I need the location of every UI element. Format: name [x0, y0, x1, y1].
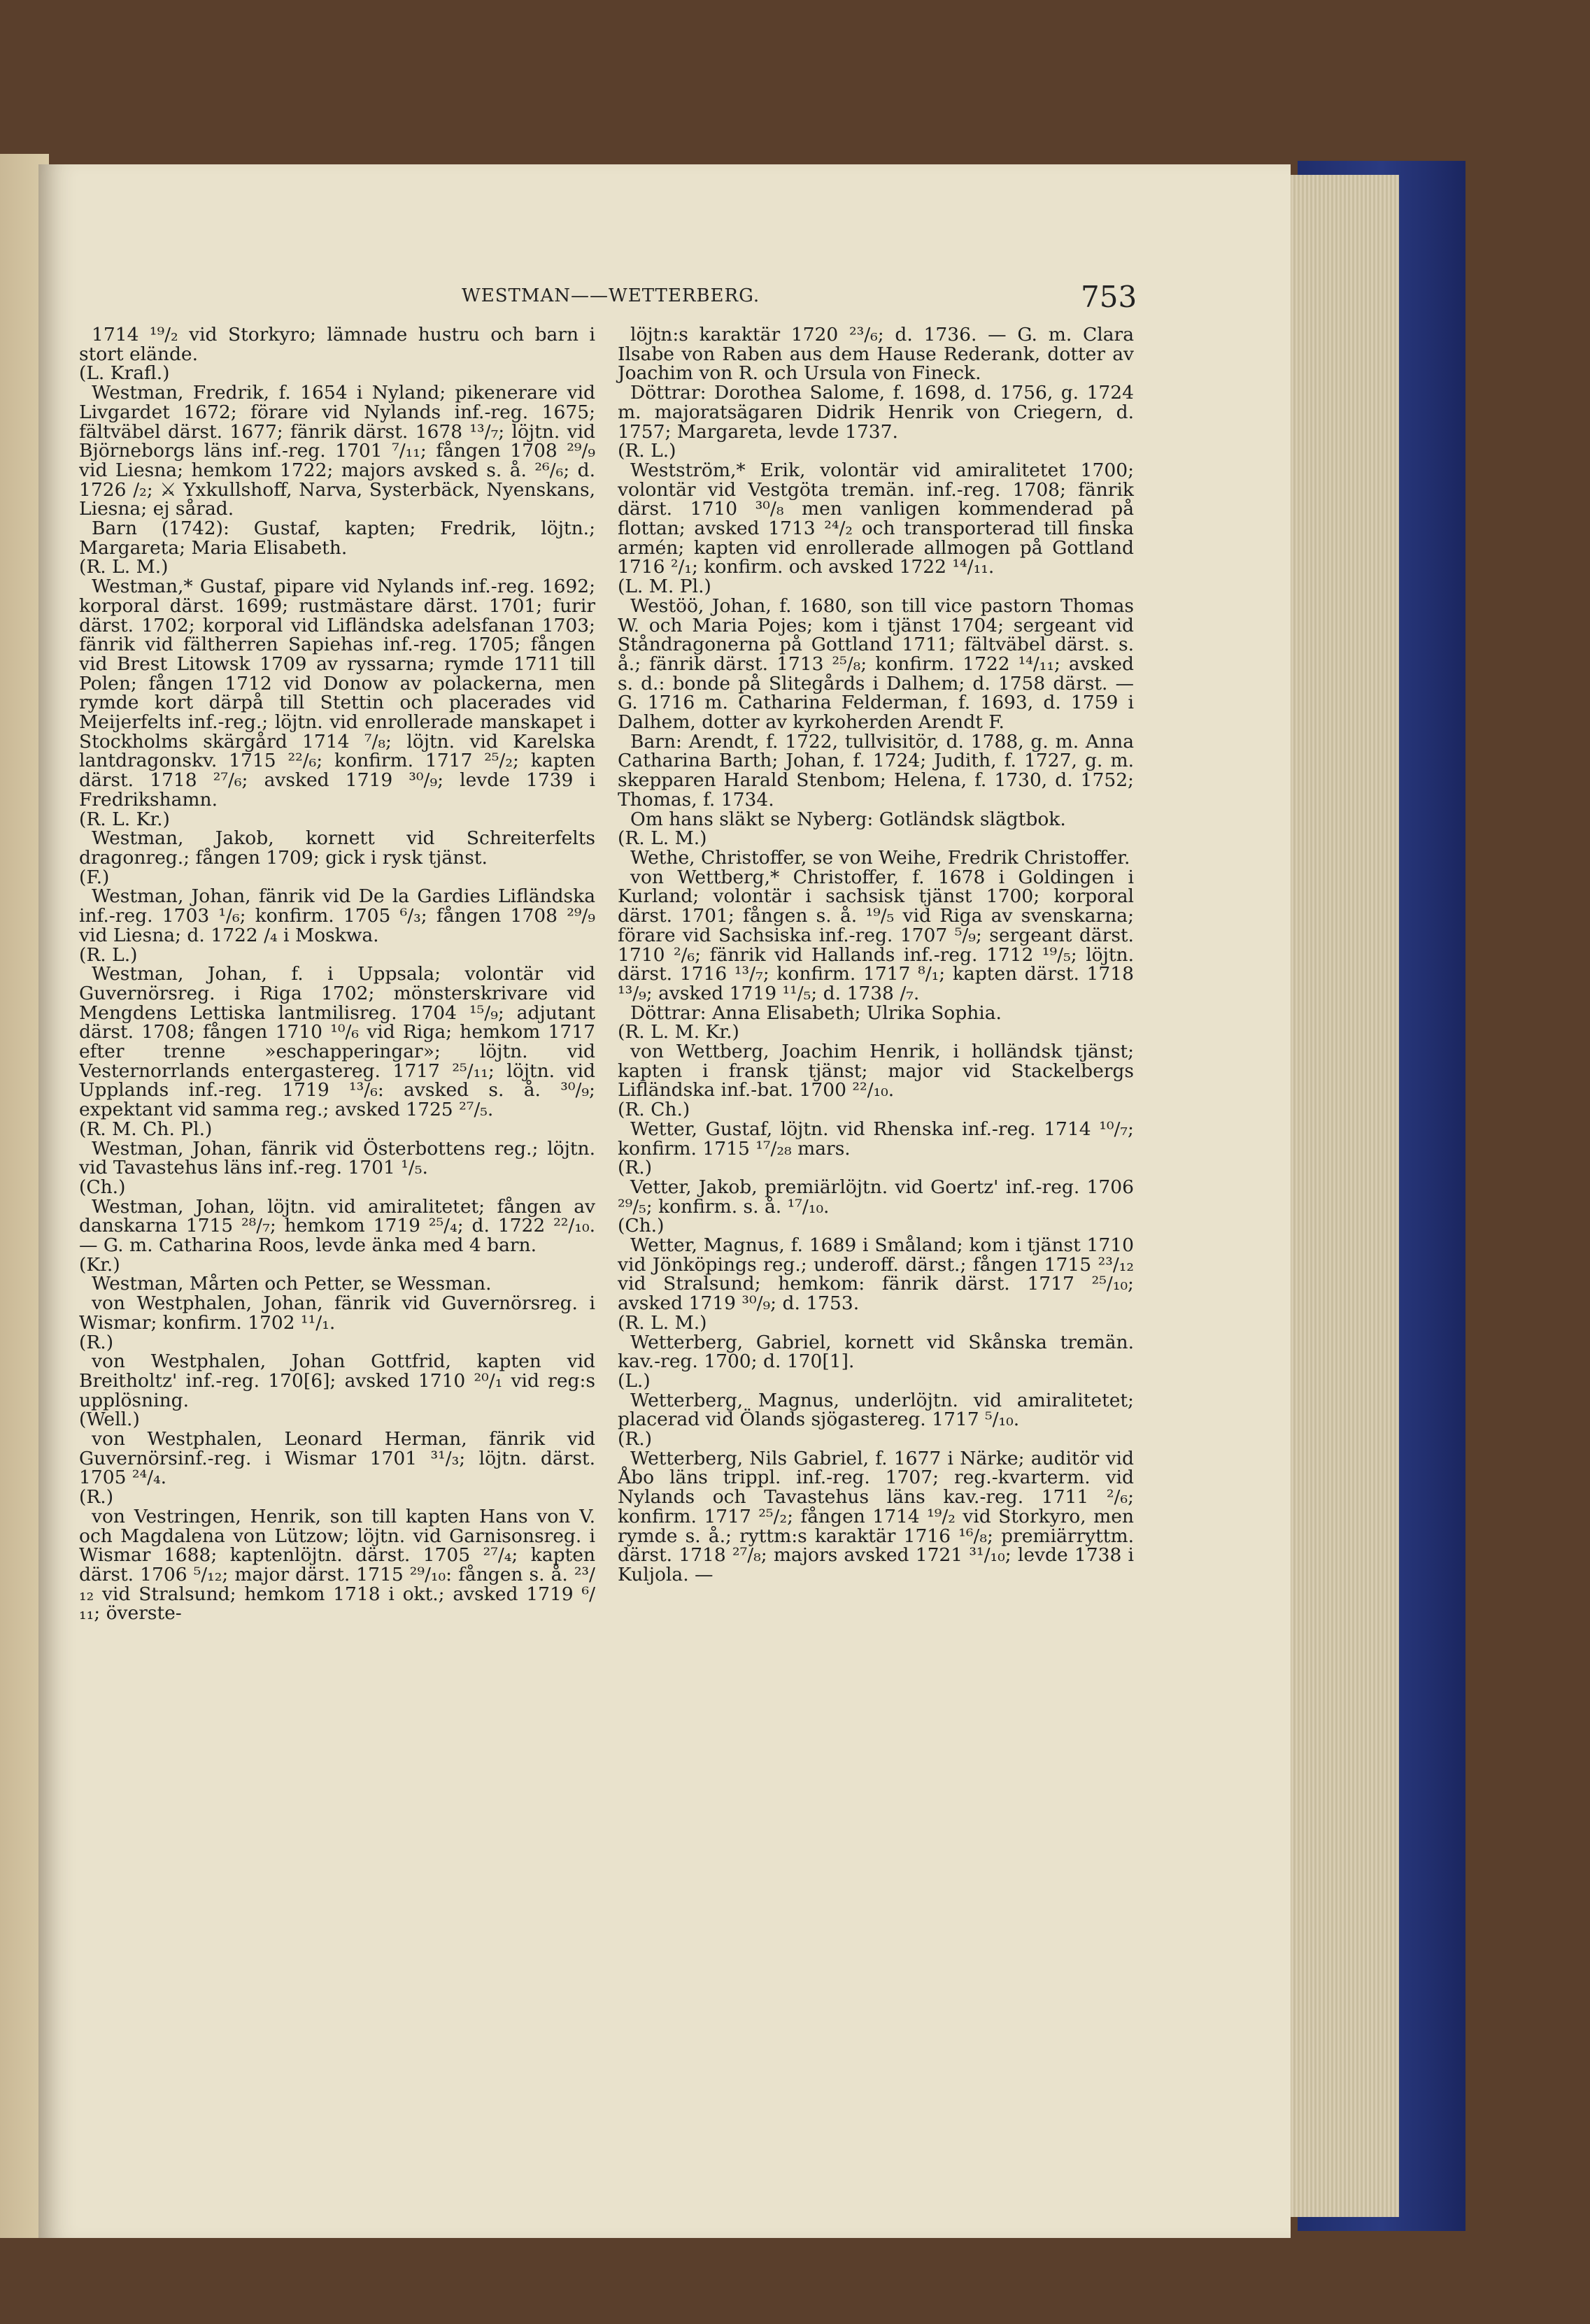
entry-paragraph: (Ch.) — [618, 1215, 665, 1237]
entry-paragraph: (L.) — [618, 1369, 651, 1392]
entry-paragraph: Döttrar: Dorothea Salome, f. 1698, d. 1756, g. 1724 m. majoratsägaren Didrik Henrik von Criegern, d. 1757; Margareta, levde 1737. — [618, 382, 1134, 443]
entry-paragraph: (R. L.) — [79, 943, 138, 966]
entry-paragraph: von Westphalen, Johan Gottfrid, kapten vid Breitholtz' inf.-reg. 170[6]; avsked 1710 ²⁰/₁ vid reg:s upplösning. — [79, 1350, 595, 1411]
entry-paragraph: (L. Krafl.) — [79, 362, 170, 385]
entry-paragraph: Barn (1742): Gustaf, kapten; Fredrik, löjtn.; Margareta; Maria Elisabeth. — [79, 518, 595, 559]
entry-paragraph: (R. L. M.) — [618, 827, 707, 850]
entry-paragraph: Wetterberg, Nils Gabriel, f. 1677 i Närke; auditör vid Åbo läns trippl. inf.-reg. 1707; reg.-kvarterm. vid Nylands och Tavastehus läns kav.-reg. 1711 ²/₆; konfirm. 1717 ²⁵/₂; fången 1714 ¹⁹/₂ vid Storkyro, men rymde s. å.; ryttm:s karaktär 1716 ¹⁶/₈; premiärryttm. därst. 1718 ²⁷/₈; majors avsked 1721 ³¹/₁₀; levde 1738 i Kuljola. — — [618, 1447, 1134, 1585]
entry-paragraph: Westman, Johan, fänrik vid Österbottens reg.; löjtn. vid Tavastehus läns inf.-reg. 1701 ¹/₅. — [79, 1137, 595, 1179]
entry-paragraph: Westman, Jakob, kornett vid Schreiterfelts dragonreg.; fången 1709; gick i rysk tjänst. — [79, 827, 595, 869]
entry-paragraph: von Wettberg,* Christoffer, f. 1678 i Goldingen i Kurland; volontär i sachsisk tjänst 1700; korporal därst. 1701; fången s. å. ¹⁹/₅ vid Riga av svenskarna; förare vid Sachsiska inf.-reg. 1707 ⁵/₉; sergeant därst. 1710 ²/₆; fänrik vid Hallands inf.-reg. 1712 ¹⁹/₅; löjtn. därst. 1716 ¹³/₇; konfirm. 1717 ⁸/₁; kapten därst. 1718 ¹³/₉; avsked 1719 ¹¹/₅; d. 1738 /₇. — [618, 866, 1134, 1004]
entry-paragraph: Westman, Mårten och Petter, se Wessman. — [92, 1273, 492, 1295]
entry-paragraph: (R. Ch.) — [618, 1099, 690, 1121]
book-page — [38, 164, 1291, 2238]
entry-paragraph: von Vestringen, Henrik, son till kapten Hans von V. och Magdalena von Lützow; löjtn. vid Garnisonsreg. i Wismar 1688; kaptenlöjtn. därst. 1705 ²⁷/₄; kapten därst. 1706 ⁵/₁₂; major därst. 1715 ²⁹/₁₀: fången s. å. ²³/₁₂ vid Stralsund; hemkom 1718 i okt.; avsked 1719 ⁶/₁₁; överste- — [79, 1505, 595, 1625]
entry-paragraph: Westman, Johan, f. i Uppsala; volontär vid Guvernörsreg. i Riga 1702; mönsterskrivare vid Mengdens Lettiska lantmilisreg. 1704 ¹⁵/₉; adjutant därst. 1708; fången 1710 ¹⁰/₆ vid Riga; hemkom 1717 efter trenne »eschapperingar»; löjtn. vid Vesternorrlands entergastereg. 1717 ²⁵/₁₁; löjtn. vid Upplands inf.-reg. 1719 ¹³/₆: avsked s. å. ³⁰/₉; expektant vid samma reg.; avsked 1725 ²⁷/₅. — [79, 963, 595, 1121]
entry-paragraph: (R. L. M.) — [79, 556, 169, 578]
entry-paragraph: Wethe, Christoffer, se von Weihe, Fredrik Christoffer. — [630, 846, 1130, 869]
entry-paragraph: (F.) — [79, 866, 110, 888]
entry-paragraph: (R.) — [79, 1486, 114, 1509]
entry-paragraph: (R.) — [618, 1428, 653, 1450]
entry-paragraph: von Westphalen, Leonard Herman, fänrik vid Guvernörsinf.-reg. i Wismar 1701 ³¹/₃; löjtn. därst. 1705 ²⁴/₄. — [79, 1428, 595, 1489]
entry-paragraph: 1714 ¹⁹/₂ vid Storkyro; lämnade hustru och barn i stort elände. — [79, 324, 595, 365]
entry-paragraph: löjtn:s karaktär 1720 ²³/₆; d. 1736. — G. m. Clara Ilsabe von Raben aus dem Hause Rederank, dotter av Joachim von R. och Ursula von Fineck. — [618, 324, 1134, 385]
entry-paragraph: Westman, Johan, fänrik vid De la Gardies Lifländska inf.-reg. 1703 ¹/₆; konfirm. 1705 ⁶/₃; fången 1708 ²⁹/₉ vid Liesna; d. 1722 /₄ i Moskwa. — [79, 885, 595, 946]
right-column — [618, 325, 1134, 1585]
page-number: 753 — [1081, 280, 1137, 314]
page-header — [38, 280, 1291, 322]
entry-paragraph: Wetterberg, Magnus, underlöjtn. vid amiralitetet; placerad vid Ölands sjögastereg. 1717 ⁵/₁₀. — [618, 1389, 1134, 1431]
entry-paragraph: (R. M. Ch. Pl.) — [79, 1118, 213, 1140]
entry-paragraph: Wetterberg, Gabriel, kornett vid Skånska tremän. kav.-reg. 1700; d. 170[1]. — [618, 1331, 1134, 1373]
left-column — [79, 325, 595, 1623]
entry-paragraph: Westman,* Gustaf, pipare vid Nylands inf.-reg. 1692; korporal därst. 1699; rustmästare därst. 1701; furir därst. 1702; korporal vid Lifländska adelsfanan 1703; fänrik vid fältherren Sapiehas inf.-reg. 1705; fången vid Brest Litowsk 1709 av ryssarna; rymde 1711 till Polen; fången 1712 vid Donow av polackerna, men rymde kort därpå till Stettin och placerades vid Meijerfelts inf.-reg.; löjtn. vid enrollerade manskapet i Stockholms skärgård 1714 ⁷/₈; löjtn. vid Karelska lantdragonskv. 1715 ²²/₆; konfirm. 1717 ²⁵/₂; kapten därst. 1718 ²⁷/₆; avsked 1719 ³⁰/₉; levde 1739 i Fredrikshamn. — [79, 576, 595, 811]
entry-paragraph: Westström,* Erik, volontär vid amiralitetet 1700; volontär vid Vestgöta tremän. inf.-reg. 1708; fänrik därst. 1710 ³⁰/₈ men vanligen kommenderad på flottan; avsked 1713 ²⁴/₂ och transporterad till finska armén; kapten vid enrollerade allmogen på Gottland 1716 ²/₁; konfirm. och avsked 1722 ¹⁴/₁₁. — [618, 459, 1134, 578]
entry-paragraph: Vetter, Jakob, premiärlöjtn. vid Goertz' inf.-reg. 1706 ²⁹/₅; konfirm. s. å. ¹⁷/₁₀. — [618, 1176, 1134, 1218]
page-stack-edge — [1287, 175, 1399, 2217]
entry-paragraph: von Westphalen, Johan, fänrik vid Guvernörsreg. i Wismar; konfirm. 1702 ¹¹/₁. — [79, 1292, 595, 1334]
entry-paragraph: Westman, Fredrik, f. 1654 i Nyland; pikenerare vid Livgardet 1672; förare vid Nylands inf.-reg. 1675; fältväbel därst. 1677; fänrik därst. 1678 ¹³/₇; löjtn. vid Björneborgs läns inf.-reg. 1701 ⁷/₁₁; fången 1708 ²⁹/₉ vid Liesna; hemkom 1722; majors avsked s. å. ²⁶/₆; d. 1726 /₂; ⚔ Yxkullshoff, Narva, Systerbäck, Nyenskans, Liesna; ej sårad. — [79, 382, 595, 520]
entry-paragraph: Wetter, Gustaf, löjtn. vid Rhenska inf.-reg. 1714 ¹⁰/₇; konfirm. 1715 ¹⁷/₂₈ mars. — [618, 1118, 1134, 1160]
entry-paragraph: (R. L. Kr.) — [79, 808, 170, 830]
entry-paragraph: (R. L. M.) — [618, 1311, 707, 1334]
entry-paragraph: (Ch.) — [79, 1176, 126, 1198]
entry-paragraph: (R.) — [618, 1157, 653, 1179]
entry-paragraph: (Kr.) — [79, 1253, 120, 1276]
entry-paragraph: (Well.) — [79, 1409, 140, 1431]
entry-paragraph: Om hans släkt se Nyberg: Gotländsk slägtbok. — [630, 808, 1066, 830]
entry-paragraph: (R. L. M. Kr.) — [618, 1021, 739, 1043]
entry-paragraph: (R.) — [79, 1331, 114, 1353]
running-head: WESTMAN——WETTERBERG. — [462, 285, 760, 306]
entry-paragraph: Wetter, Magnus, f. 1689 i Småland; kom i tjänst 1710 vid Jönköpings reg.; underoff. därst.; fången 1715 ²³/₁₂ vid Stralsund; hemkom: fänrik därst. 1717 ²⁵/₁₀; avsked 1719 ³⁰/₉; d. 1753. — [618, 1234, 1134, 1315]
entry-paragraph: (L. M. Pl.) — [618, 576, 711, 598]
entry-paragraph: von Wettberg, Joachim Henrik, i holländsk tjänst; kapten i fransk tjänst; major vid Stackelbergs Lifländska inf.-bat. 1700 ²²/₁₀. — [618, 1041, 1134, 1102]
entry-paragraph: Westöö, Johan, f. 1680, son till vice pastorn Thomas W. och Maria Pojes; kom i tjänst 1704; sergeant vid Ståndragonerna på Gottland 1711; fältväbel därst. s. å.; fänrik därst. 1713 ²⁵/₈; konfirm. 1722 ¹⁴/₁₁; avsked s. d.: bonde på Slitegårds i Dalhem; d. 1758 därst. — G. 1716 m. Catharina Felderman, f. 1693, d. 1759 i Dalhem, dotter av kyrkoherden Arendt F. — [618, 594, 1134, 734]
entry-paragraph: Barn: Arendt, f. 1722, tullvisitör, d. 1788, g. m. Anna Catharina Barth; Johan, f. 1724; Judith, f. 1727, g. m. skepparen Harald Stenbom; Helena, f. 1730, d. 1752; Thomas, f. 1734. — [618, 730, 1134, 811]
entry-paragraph: Westman, Johan, löjtn. vid amiralitetet; fången av danskarna 1715 ²⁸/₇; hemkom 1719 ²⁵/₄; d. 1722 ²²/₁₀. — G. m. Catharina Roos, levde änka med 4 barn. — [79, 1195, 595, 1257]
entry-paragraph: (R. L.) — [618, 440, 676, 462]
entry-paragraph: Döttrar: Anna Elisabeth; Ulrika Sophia. — [630, 1001, 1002, 1024]
